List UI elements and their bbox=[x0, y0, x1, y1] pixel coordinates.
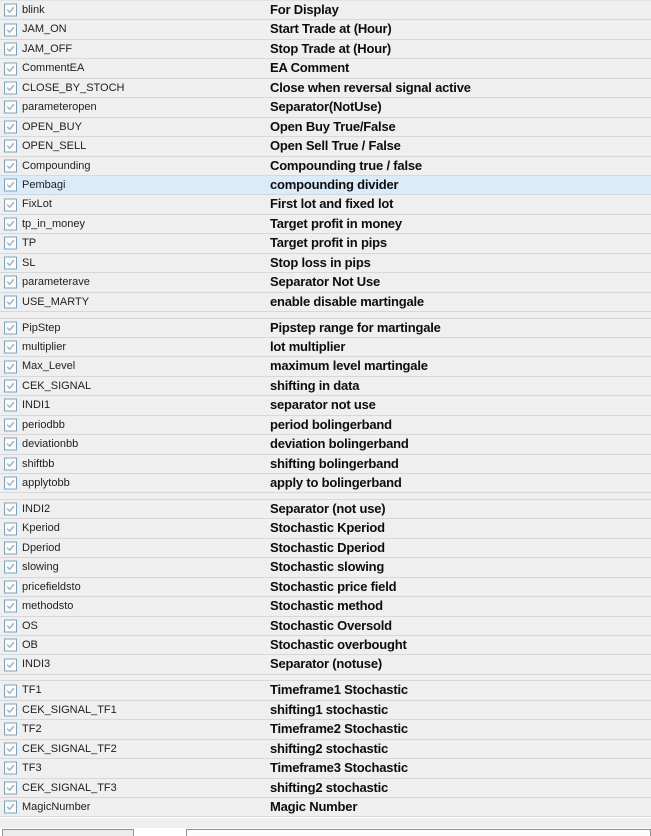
checkbox[interactable] bbox=[4, 580, 17, 593]
parameter-description: Stochastic price field bbox=[270, 578, 397, 594]
parameter-description: maximum level martingale bbox=[270, 358, 428, 374]
checkbox[interactable] bbox=[4, 801, 17, 814]
parameter-description: Timeframe2 Stochastic bbox=[270, 721, 408, 737]
parameter-name: CEK_SIGNAL_TF3 bbox=[22, 781, 117, 794]
parameter-row[interactable] bbox=[0, 137, 651, 156]
parameter-name: methodsto bbox=[22, 600, 74, 613]
parameter-name: INDI1 bbox=[22, 399, 51, 412]
parameter-name: parameterave bbox=[22, 276, 90, 289]
checkbox[interactable] bbox=[4, 723, 17, 736]
checkbox[interactable] bbox=[4, 341, 17, 354]
parameter-row[interactable] bbox=[0, 558, 651, 577]
parameter-description: enable disable martingale bbox=[270, 293, 424, 309]
parameter-name: pricefieldsto bbox=[22, 580, 81, 593]
checkmark-icon bbox=[6, 181, 15, 190]
checkbox[interactable] bbox=[4, 179, 17, 192]
checkmark-icon bbox=[6, 440, 15, 449]
parameter-description: lot multiplier bbox=[270, 338, 346, 354]
parameter-name: CEK_SIGNAL bbox=[22, 379, 92, 392]
checkbox[interactable] bbox=[4, 762, 17, 775]
checkbox[interactable] bbox=[4, 477, 17, 490]
checkmark-icon bbox=[6, 64, 15, 73]
parameter-description: Magic Number bbox=[270, 799, 358, 814]
parameter-name: FixLot bbox=[22, 198, 52, 211]
parameter-name: shiftbb bbox=[22, 457, 55, 470]
parameter-row[interactable] bbox=[0, 636, 651, 655]
parameter-name: OB bbox=[22, 639, 38, 651]
checkbox[interactable] bbox=[4, 742, 17, 755]
checkmark-icon bbox=[6, 239, 15, 248]
bottom-right-box-partial[interactable] bbox=[186, 829, 651, 836]
parameter-row[interactable] bbox=[0, 1, 651, 20]
parameter-description: Open Sell True / False bbox=[270, 138, 401, 154]
checkbox[interactable] bbox=[4, 321, 17, 334]
parameter-row[interactable] bbox=[0, 215, 651, 234]
parameter-row[interactable] bbox=[0, 338, 651, 357]
parameter-name: INDI3 bbox=[22, 658, 51, 671]
parameter-name: JAM_ON bbox=[22, 23, 67, 36]
parameter-name: slowing bbox=[22, 561, 59, 574]
parameter-description: Compounding true / false bbox=[270, 157, 422, 173]
parameter-row[interactable] bbox=[0, 416, 651, 435]
parameter-description: Timeframe3 Stochastic bbox=[270, 760, 408, 776]
checkmark-icon bbox=[6, 83, 15, 92]
parameter-description: Stochastic overbought bbox=[270, 637, 407, 652]
parameter-row[interactable] bbox=[0, 254, 651, 273]
parameter-name: multiplier bbox=[22, 340, 67, 353]
parameter-description: shifting1 stochastic bbox=[270, 701, 389, 717]
checkmark-icon bbox=[6, 621, 15, 630]
checkbox[interactable] bbox=[4, 600, 17, 613]
parameter-row[interactable] bbox=[0, 720, 651, 739]
checkbox[interactable] bbox=[4, 295, 17, 308]
parameter-description: deviation bolingerband bbox=[270, 436, 409, 452]
checkmark-icon bbox=[6, 660, 15, 669]
parameter-description: Target profit in money bbox=[270, 215, 402, 231]
checkmark-icon bbox=[6, 602, 15, 611]
parameter-row[interactable] bbox=[0, 779, 651, 798]
parameter-description: Target profit in pips bbox=[270, 235, 387, 251]
parameter-row[interactable] bbox=[0, 519, 651, 538]
parameter-row[interactable] bbox=[0, 273, 651, 292]
checkbox[interactable] bbox=[4, 418, 17, 431]
parameter-row[interactable] bbox=[0, 20, 651, 39]
checkbox[interactable] bbox=[4, 43, 17, 56]
checkbox[interactable] bbox=[4, 684, 17, 697]
checkbox[interactable] bbox=[4, 256, 17, 269]
checkbox[interactable] bbox=[4, 101, 17, 114]
checkmark-icon bbox=[6, 725, 15, 734]
parameter-description: Separator (notuse) bbox=[270, 656, 382, 672]
parameter-row[interactable] bbox=[0, 617, 651, 636]
checkbox[interactable] bbox=[4, 380, 17, 393]
parameter-name: Max_Level bbox=[22, 360, 76, 373]
parameter-row[interactable] bbox=[0, 176, 651, 195]
checkbox[interactable] bbox=[4, 542, 17, 555]
checkbox[interactable] bbox=[4, 4, 17, 17]
parameter-description: shifting2 stochastic bbox=[270, 779, 389, 795]
parameter-row[interactable] bbox=[0, 195, 651, 214]
parameter-row[interactable] bbox=[0, 357, 651, 376]
parameter-row[interactable] bbox=[0, 578, 651, 597]
checkbox[interactable] bbox=[4, 23, 17, 36]
checkmark-icon bbox=[6, 103, 15, 112]
checkbox[interactable] bbox=[4, 639, 17, 652]
parameter-description: shifting2 stochastic bbox=[270, 740, 389, 756]
parameter-row[interactable] bbox=[0, 59, 651, 78]
checkmark-icon bbox=[6, 362, 15, 371]
parameter-description: For Display bbox=[270, 2, 339, 17]
parameter-name: PipStep bbox=[22, 321, 61, 334]
parameter-description: EA Comment bbox=[270, 60, 350, 76]
parameter-name: tp_in_money bbox=[22, 217, 85, 230]
bottom-gray-band bbox=[0, 818, 651, 829]
parameter-description: shifting in data bbox=[270, 377, 360, 393]
parameter-name: OS bbox=[22, 619, 38, 632]
parameter-name: periodbb bbox=[22, 418, 65, 431]
parameter-description: period bolingerband bbox=[270, 416, 392, 432]
parameter-description: Open Buy True/False bbox=[270, 118, 396, 134]
parameter-row[interactable] bbox=[0, 319, 651, 338]
parameter-name: SL bbox=[22, 256, 36, 269]
parameter-row[interactable] bbox=[0, 597, 651, 616]
parameter-row[interactable] bbox=[0, 655, 651, 674]
parameter-name: TF3 bbox=[22, 762, 42, 775]
parameter-name: TF2 bbox=[22, 723, 42, 736]
checkbox[interactable] bbox=[4, 658, 17, 671]
parameter-name: TF1 bbox=[22, 684, 42, 697]
parameter-row[interactable] bbox=[0, 157, 651, 176]
parameter-name: OPEN_BUY bbox=[22, 120, 82, 133]
parameter-description: shifting bolingerband bbox=[270, 455, 399, 471]
checkmark-icon bbox=[6, 343, 15, 352]
checkbox[interactable] bbox=[4, 503, 17, 516]
parameter-row[interactable] bbox=[0, 118, 651, 137]
parameter-description: Pipstep range for martingale bbox=[270, 319, 441, 335]
checkmark-icon bbox=[6, 641, 15, 650]
checkmark-icon bbox=[6, 479, 15, 488]
parameter-name: CEK_SIGNAL_TF1 bbox=[22, 703, 117, 716]
parameter-description: Stochastic Kperiod bbox=[270, 520, 385, 536]
checkmark-icon bbox=[6, 686, 15, 695]
checkmark-icon bbox=[6, 706, 15, 715]
checkbox[interactable] bbox=[4, 159, 17, 172]
parameter-row[interactable] bbox=[0, 798, 651, 817]
parameter-row[interactable] bbox=[0, 455, 651, 474]
parameter-name: MagicNumber bbox=[22, 801, 91, 813]
parameter-description: Stop Trade at (Hour) bbox=[270, 40, 391, 56]
parameter-description: Separator Not Use bbox=[270, 274, 381, 290]
checkmark-icon bbox=[6, 278, 15, 287]
parameter-name: deviationbb bbox=[22, 438, 79, 451]
parameter-description: Stochastic Oversold bbox=[270, 617, 392, 633]
checkmark-icon bbox=[6, 401, 15, 410]
checkbox[interactable] bbox=[4, 276, 17, 289]
parameter-description: First lot and fixed lot bbox=[270, 196, 394, 212]
bottom-left-button-partial[interactable] bbox=[2, 829, 134, 836]
parameter-name: CommentEA bbox=[22, 62, 85, 75]
parameter-row[interactable] bbox=[0, 539, 651, 558]
checkmark-icon bbox=[6, 323, 15, 332]
parameter-description: Separator(NotUse) bbox=[270, 99, 382, 115]
parameter-description: Stochastic Dperiod bbox=[270, 539, 385, 555]
checkmark-icon bbox=[6, 297, 15, 306]
checkmark-icon bbox=[6, 258, 15, 267]
checkbox[interactable] bbox=[4, 619, 17, 632]
checkmark-icon bbox=[6, 45, 15, 54]
parameter-name: Pembagi bbox=[22, 178, 66, 191]
parameter-row[interactable] bbox=[0, 435, 651, 454]
checkbox[interactable] bbox=[4, 62, 17, 75]
checkmark-icon bbox=[6, 382, 15, 391]
parameter-name: OPEN_SELL bbox=[22, 140, 87, 153]
checkmark-icon bbox=[6, 161, 15, 170]
checkmark-icon bbox=[6, 505, 15, 514]
parameter-name: Dperiod bbox=[22, 541, 61, 554]
checkmark-icon bbox=[6, 803, 15, 812]
parameter-name: blink bbox=[22, 4, 45, 16]
checkbox[interactable] bbox=[4, 120, 17, 133]
parameter-row[interactable] bbox=[0, 701, 651, 720]
checkmark-icon bbox=[6, 142, 15, 151]
parameter-name: CLOSE_BY_STOCH bbox=[22, 81, 125, 94]
checkmark-icon bbox=[6, 459, 15, 468]
parameter-row[interactable] bbox=[0, 293, 651, 312]
parameter-name: Kperiod bbox=[22, 522, 60, 535]
parameter-description: Separator (not use) bbox=[270, 500, 386, 516]
checkmark-icon bbox=[6, 25, 15, 34]
parameter-row[interactable] bbox=[0, 681, 651, 700]
parameter-description: Start Trade at (Hour) bbox=[270, 21, 392, 37]
parameter-name: USE_MARTY bbox=[22, 295, 90, 308]
checkbox[interactable] bbox=[4, 704, 17, 717]
checkmark-icon bbox=[6, 220, 15, 229]
checkmark-icon bbox=[6, 6, 15, 15]
checkmark-icon bbox=[6, 544, 15, 553]
parameter-name: CEK_SIGNAL_TF2 bbox=[22, 742, 117, 755]
parameter-row[interactable] bbox=[0, 759, 651, 778]
checkbox[interactable] bbox=[4, 438, 17, 451]
parameter-row[interactable] bbox=[0, 474, 651, 493]
checkbox[interactable] bbox=[4, 561, 17, 574]
checkbox[interactable] bbox=[4, 198, 17, 211]
parameter-name: applytobb bbox=[22, 477, 70, 489]
parameter-row[interactable] bbox=[0, 234, 651, 253]
checkbox[interactable] bbox=[4, 399, 17, 412]
parameter-row[interactable] bbox=[0, 377, 651, 396]
checkbox[interactable] bbox=[4, 140, 17, 153]
parameter-row[interactable] bbox=[0, 500, 651, 519]
parameter-description: apply to bolingerband bbox=[270, 475, 402, 490]
parameter-row[interactable] bbox=[0, 40, 651, 59]
checkmark-icon bbox=[6, 582, 15, 591]
parameter-description: Stochastic slowing bbox=[270, 559, 385, 575]
checkbox[interactable] bbox=[4, 457, 17, 470]
checkbox[interactable] bbox=[4, 218, 17, 231]
parameter-description: Stochastic method bbox=[270, 598, 383, 614]
checkmark-icon bbox=[6, 563, 15, 572]
checkbox[interactable] bbox=[4, 360, 17, 373]
parameter-row[interactable] bbox=[0, 79, 651, 98]
parameter-description: separator not use bbox=[270, 397, 376, 413]
checkmark-icon bbox=[6, 764, 15, 773]
parameter-name: parameteropen bbox=[22, 101, 97, 114]
parameter-row[interactable] bbox=[0, 98, 651, 117]
parameter-row[interactable] bbox=[0, 740, 651, 759]
parameter-description: Stop loss in pips bbox=[270, 254, 371, 270]
checkmark-icon bbox=[6, 200, 15, 209]
parameter-row[interactable] bbox=[0, 396, 651, 415]
checkmark-icon bbox=[6, 783, 15, 792]
checkbox[interactable] bbox=[4, 781, 17, 794]
checkmark-icon bbox=[6, 122, 15, 131]
parameter-name: Compounding bbox=[22, 159, 91, 172]
parameter-name: JAM_OFF bbox=[22, 42, 73, 55]
parameter-name: TP bbox=[22, 237, 37, 250]
checkmark-icon bbox=[6, 524, 15, 533]
checkmark-icon bbox=[6, 420, 15, 429]
parameter-description: Timeframe1 Stochastic bbox=[270, 682, 408, 698]
parameter-description: Close when reversal signal active bbox=[270, 79, 471, 95]
checkbox[interactable] bbox=[4, 522, 17, 535]
checkmark-icon bbox=[6, 744, 15, 753]
checkbox[interactable] bbox=[4, 81, 17, 94]
parameter-description: compounding divider bbox=[270, 176, 399, 192]
checkbox[interactable] bbox=[4, 237, 17, 250]
parameter-name: INDI2 bbox=[22, 502, 51, 515]
